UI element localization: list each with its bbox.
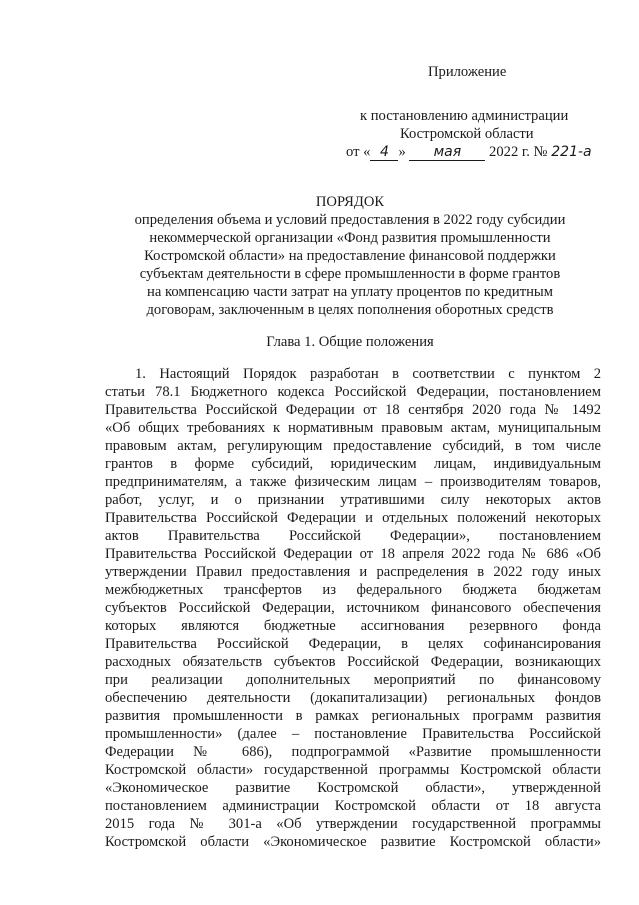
body-line: промышленности» (далее – постановление Правительства Российской (105, 726, 601, 742)
resolution-line-1: к постановлению администрации (360, 108, 569, 124)
body-line: Правительства Российской Федерации от 18 сентября 2020 года № 1492 (105, 402, 601, 418)
body-line: при реализации дополнительных мероприятий по финансовому (105, 672, 601, 688)
title-line: некоммерческой организации «Фонд развития промышленности (149, 230, 551, 246)
document-heading: ПОРЯДОК (315, 194, 385, 210)
body-line: расходных обязательств субъектов Российской Федерации, возникающих (105, 654, 601, 670)
body-line: статьи 78.1 Бюджетного кодекса Российской Федерации, постановлением (105, 384, 601, 400)
body-line: актов Правительства Российской Федерации», постановлением (105, 528, 601, 544)
appendix-label: Приложение (428, 64, 507, 80)
title-line: определения объема и условий предоставления в 2022 году субсидии (134, 212, 566, 228)
body-line: Костромской области» государственной программы Костромской области (105, 762, 601, 778)
body-line: межбюджетных трансфертов из федерального бюджета бюджетам (105, 582, 601, 598)
date-day-handwritten: 4 (370, 144, 398, 161)
title-line: субъектам деятельности в сфере промышленности в форме грантов (139, 266, 561, 282)
resolution-line-2: Костромской области (400, 126, 534, 142)
body-line: «Об общих требованиях к нормативным правовым актам, муниципальным (105, 420, 601, 436)
body-line: «Экономическое развитие Костромской области», утвержденной (105, 780, 601, 796)
chapter-title: Глава 1. Общие положения (266, 334, 434, 350)
body-line: развития промышленности в рамках региональных программ развития (105, 708, 601, 724)
body-line: постановлением администрации Костромской области от 18 августа (105, 798, 601, 814)
body-line: обеспечению деятельности (докапитализации) региональных фондов (105, 690, 601, 706)
date-month-handwritten: мая (409, 144, 485, 161)
title-line: на компенсацию части затрат на уплату процентов по кредитным (147, 284, 553, 300)
body-line: Федерации № 686), подпрограммой «Развитие промышленности (105, 744, 601, 760)
title-line: договорам, заключенным в целях пополнения оборотных средств (146, 302, 554, 318)
body-line: 1. Настоящий Порядок разработан в соответствии с пунктом 2 (135, 366, 601, 382)
body-line: Костромской области «Экономическое развитие Костромской области» (105, 834, 601, 850)
title-line: Костромской области» на предоставление финансовой поддержки (144, 248, 556, 264)
body-line: 2015 года № 301-а «Об утверждении государственной программы (105, 816, 601, 832)
body-line: Правительства Российской Федерации от 18 апреля 2022 года № 686 «Об (105, 546, 601, 562)
body-line: предпринимателям, а также физическим лицам – производителям товаров, (105, 474, 601, 490)
body-line: грантов в форме субсидий, юридическим лицам, индивидуальным (105, 456, 601, 472)
body-line: Правительства Российской Федерации и отдельных положений некоторых (105, 510, 601, 526)
body-line: которых являются бюджетные ассигнования резервного фонда (105, 618, 601, 634)
body-line: утверждении Правил предоставления и распределения в 2022 году иных (105, 564, 601, 580)
resolution-date-line (346, 142, 595, 162)
body-line: правовым актам, регулирующим предоставление субсидий, в том числе (105, 438, 601, 454)
body-line: работ, услуг, и о признании утратившими силу некоторых актов (105, 492, 601, 508)
body-line: Правительства Российской Федерации, в целях софинансирования (105, 636, 601, 652)
date-year-prefix: 2022 г. № (489, 144, 548, 160)
date-mid: » (398, 144, 406, 160)
body-line: субъектов Российской Федерации, источником финансового обеспечения (105, 600, 601, 616)
date-prefix: от « (346, 144, 371, 160)
resolution-number-handwritten: 221-а (551, 144, 592, 160)
